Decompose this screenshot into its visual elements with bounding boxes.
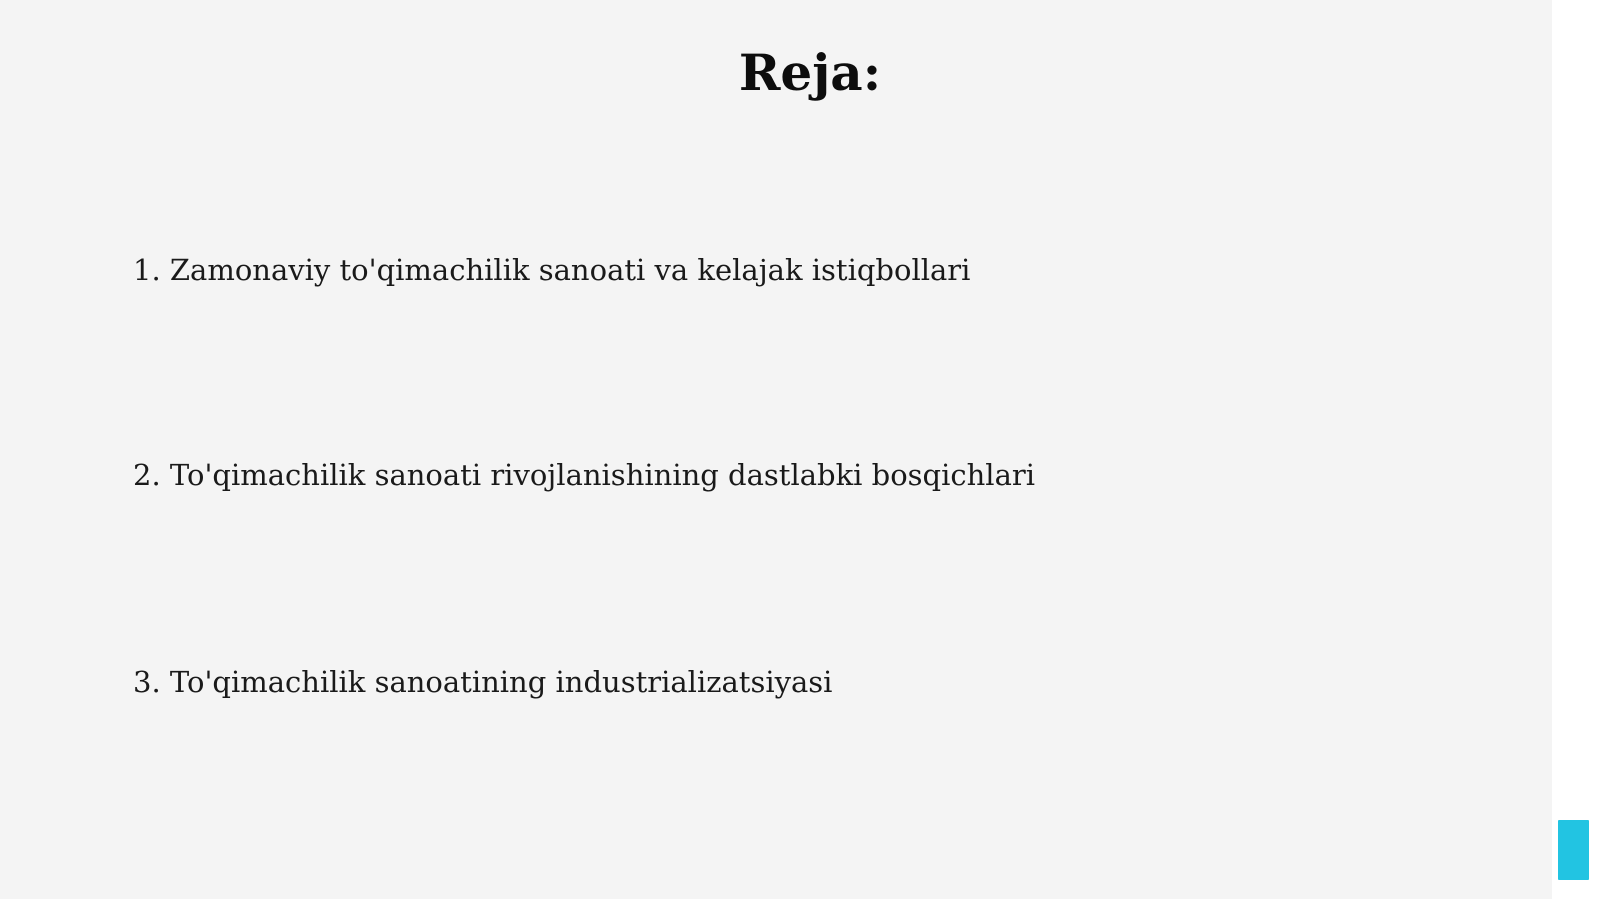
scroll-track[interactable] (1552, 0, 1600, 899)
plan-item: 2. To'qimachilik sanoati rivojlanishining dastlabki bosqichlari (133, 458, 1036, 492)
slide-title: Reja: (738, 43, 882, 102)
plan-item: 3. To'qimachilik sanoatining industrializatsiyasi (133, 665, 833, 699)
scroll-thumb[interactable] (1558, 820, 1589, 880)
plan-item: 1. Zamonaviy to'qimachilik sanoati va kelajak istiqbollari (133, 253, 971, 287)
